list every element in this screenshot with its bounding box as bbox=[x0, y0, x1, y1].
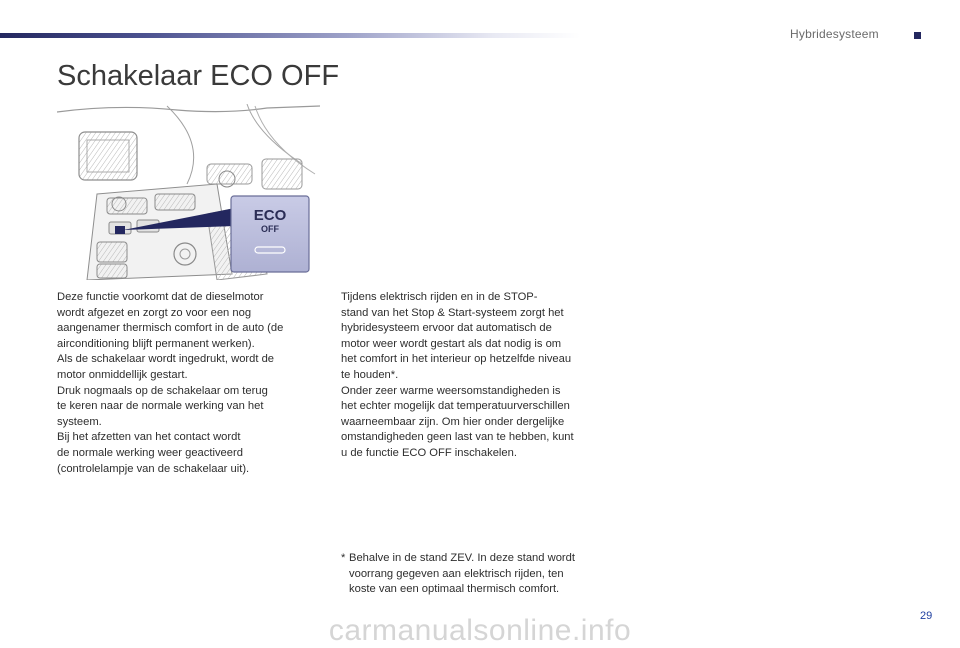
section-marker bbox=[914, 32, 921, 39]
eco-label: ECO bbox=[253, 207, 287, 224]
page-number: 29 bbox=[920, 610, 933, 622]
right-column-text: Tijdens elektrisch rijden en in de STOP- stand van het Stop & Start-systeem zorgt het hybridesysteem ervoor dat automatisch de motor weer wordt gestart als dat nodig is om het comfort in het interieur op hetzelfde niveau te houden*. Onder zeer warme weersomstandigheden is het echter mogelijk dat temperatuurverschillen waarneembaar zijn. Om hier onder dergelijke omstandigheden geen last van te hebben, kunt u de functie ECO OFF inschakelen. bbox=[341, 291, 574, 459]
page-title: Schakelaar ECO OFF bbox=[57, 60, 340, 92]
left-column-text: Deze functie voorkomt dat de dieselmotor wordt afgezet en zorgt zo voor een nog aangenamer thermisch comfort in de auto (de airconditioning blijft permanent werken). Als de schakelaar wordt ingedrukt, wordt de motor onmiddellijk gestart. Druk nogmaals op de schakelaar om terug te keren naar de normale werking van het systeem. Bij het afzetten van het contact wordt de normale werking weer geactiveerd (controlelampje van de schakelaar uit). bbox=[57, 291, 284, 475]
off-label: OFF bbox=[261, 224, 279, 234]
watermark: carmanualsonline.info bbox=[328, 614, 632, 647]
footnote bbox=[341, 551, 611, 598]
section-title: Hybridesysteem bbox=[790, 27, 879, 41]
footnote-marker: * bbox=[341, 552, 346, 564]
footnote-text: Behalve in de stand ZEV. In deze stand wordt voorrang gegeven aan elektrisch rijden, ten koste van een optimaal thermisch comfort. bbox=[349, 552, 575, 596]
eco-off-switch-illustration bbox=[57, 104, 320, 280]
header-accent-bar bbox=[0, 33, 580, 38]
